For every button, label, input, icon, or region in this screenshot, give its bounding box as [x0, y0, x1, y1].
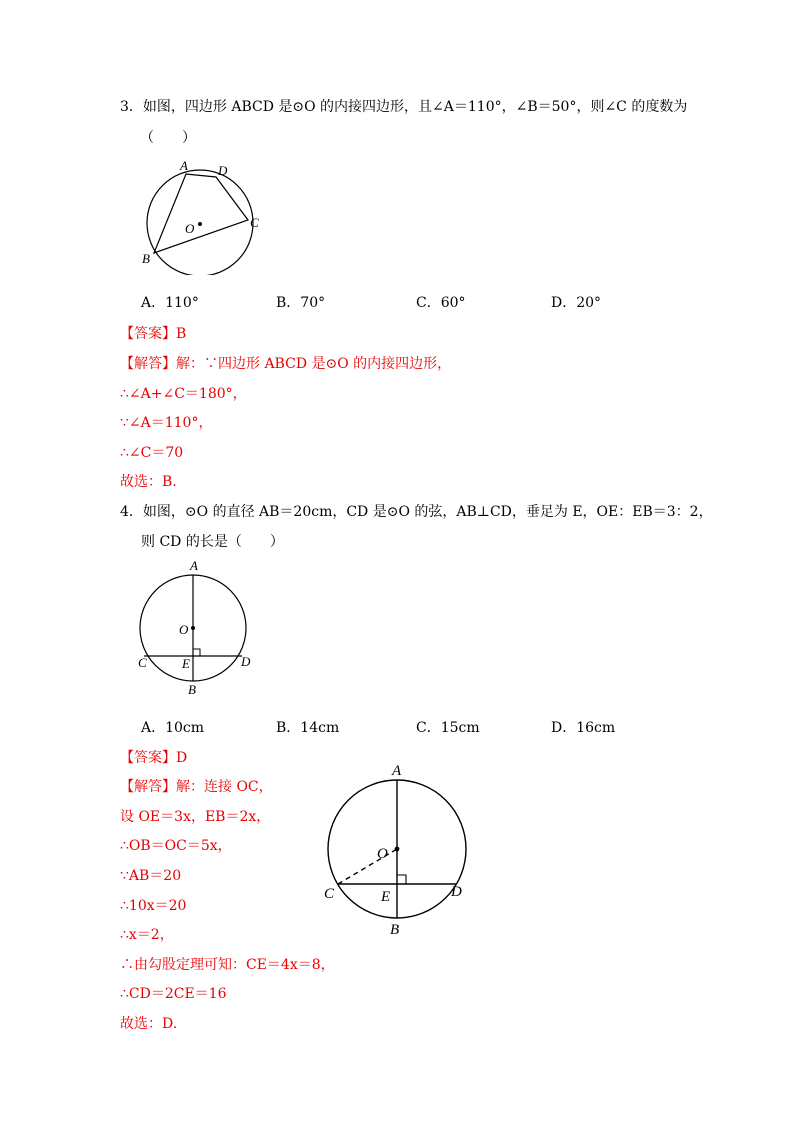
- q4-stem: 4．如图，⊙O 的直径 AB＝20cm，CD 是⊙O 的弦，AB⊥CD，垂足为 E，OE：EB＝3：2，: [120, 504, 713, 520]
- q4-option-d: D．16cm: [551, 720, 616, 736]
- q4-option-b: B．14cm: [276, 720, 340, 736]
- q4-label-c: C: [138, 655, 147, 670]
- q4-sol-label-a: A: [392, 763, 402, 779]
- q3-stem: 3．如图，四边形 ABCD 是⊙O 的内接四边形，且∠A＝110°，∠B＝50°，则∠C 的度数为: [120, 99, 688, 115]
- q4-sol-label-c: C: [324, 886, 335, 902]
- q4-solution-line-1: 【解答】解：连接 OC，: [120, 779, 273, 795]
- q4-solution-line-4: ∵AB＝20: [120, 868, 182, 884]
- q4-label-b: B: [188, 682, 196, 697]
- q4-stem-2: 则 CD 的长是（ ）: [141, 534, 284, 550]
- q4-label-e: E: [182, 656, 190, 671]
- q4-sol-label-d: D: [451, 884, 462, 900]
- q4-answer: 【答案】D: [120, 750, 188, 766]
- q3-label-b: B: [142, 251, 150, 266]
- q4-sol-label-e: E: [381, 889, 391, 905]
- q4-option-c: C．15cm: [416, 720, 480, 736]
- q4-label-d: D: [241, 654, 251, 669]
- q4-sol-label-b: B: [390, 922, 400, 938]
- q4-solution-line-2: 设 OE＝3x，EB＝2x，: [120, 809, 271, 825]
- q4-label-o: O: [179, 622, 189, 637]
- q3-label-o: O: [185, 221, 195, 236]
- q3-option-a: A．110°: [141, 295, 199, 311]
- q3-solution-line-2: ∴∠A+∠C＝180°，: [120, 386, 247, 402]
- q4-solution-line-5: ∴10x＝20: [120, 898, 187, 914]
- q3-label-c: C: [250, 215, 259, 230]
- q3-solution-line-1: 【解答】解：∵四边形 ABCD 是⊙O 的内接四边形，: [120, 356, 452, 372]
- q4-sol-label-o: O: [377, 846, 388, 862]
- q4-solution-line-8: ∴CD＝2CE＝16: [120, 986, 227, 1002]
- q3-option-b: B．70°: [276, 295, 326, 311]
- q4-solution-line-6: ∴x＝2，: [120, 927, 174, 943]
- q3-solution-line-3: ∵∠A＝110°，: [120, 415, 213, 431]
- q4-solution-line-7: ∴由勾股定理可知：CE＝4x＝8，: [120, 957, 335, 973]
- q4-figure: [130, 556, 260, 698]
- q3-figure: [130, 155, 270, 275]
- q3-paren: （ ）: [140, 130, 196, 146]
- q3-solution-line-4: ∴∠C＝70: [120, 445, 184, 461]
- q4-solution-line-9: 故选：D.: [120, 1016, 178, 1032]
- q4-label-a: A: [190, 558, 198, 573]
- q3-label-d: D: [218, 163, 228, 178]
- q3-solution-line-5: 故选：B.: [120, 474, 177, 490]
- q3-answer: 【答案】B: [120, 326, 187, 342]
- q4-solution-figure: [318, 760, 478, 940]
- q4-option-a: A．10cm: [141, 720, 205, 736]
- q4-solution-line-3: ∴OB＝OC＝5x，: [120, 838, 232, 854]
- q3-label-a: A: [180, 158, 188, 173]
- q3-option-d: D．20°: [551, 295, 602, 311]
- q3-option-c: C．60°: [416, 295, 466, 311]
